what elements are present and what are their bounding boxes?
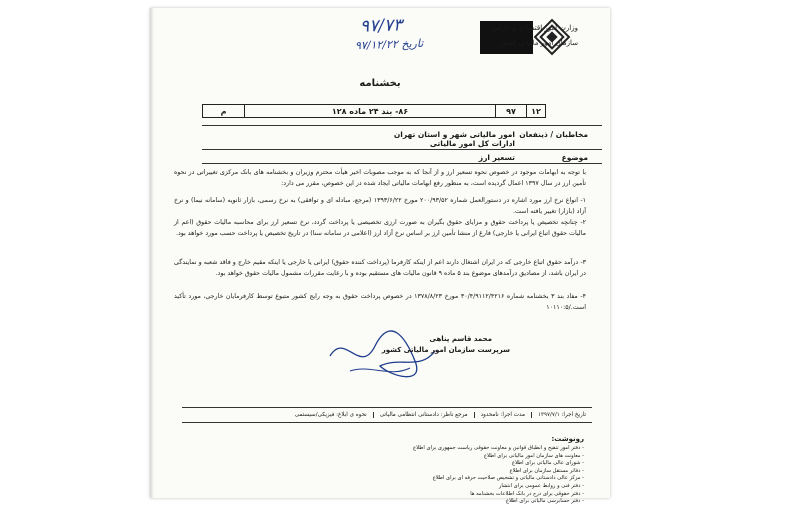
body-intro: با توجه به ابهامات موجود در خصوص نحوه تسعیر ارز و از آنجا که به موجب مصوبات اخیر هیأت محترم وزیران و بخشنامه های بانک مرکزی تغییراتی در نحوه تأمین ارز در سال ۱۳۹۷ اعمال گردیده است، به منظور رفع ابهامات مالیاتی ایجاد شده در این خصوص، مقرر می دارد: [174,169,586,187]
subject-label: موضوع [561,153,588,162]
ref-circular-number: ۱۲ [526,105,545,117]
divider [202,163,602,164]
ministry-name: وزارت امور اقتصادی و دارایی [491,24,578,32]
signatory-name: محمد قاسم پناهی [429,335,492,343]
cc-item: - دفتر امور تنقیح و انطباق قوانین و معاونت حقوقی ریاست جمهوری برای اطلاع [413,445,584,451]
reference-number-box [202,104,546,118]
body-paragraph-3: ۳- درآمد حقوق اتباع خارجی که در ایران اشتغال دارند اعم از اینکه کارفرما (پرداخت کننده حقوق) ایرانی یا خارجی یا اینکه مقیم خارج و فاقد شعبه و نمایندگی در ایران باشد، از مصادیق درآمدهای موضوع بند ۵ ماده ۹ قانون مالیات های مستقیم بوده و با رعایت مقررات مشمول مالیات حقوق خواهد بود. [174,259,586,277]
execution-details-row [182,407,592,423]
body-paragraph-4: ۴- مفاد بند ۳ بخشنامه شماره ۳۰/۴/۹۱۱۲/۴۲۱۶ مورخ ۱۳۷۸/۸/۲۳ در خصوص پرداخت حقوق به وجه رایج کشور متبوع توسط کارفرمایان خارجی، مورد تأکید است./۱۰۱۱۰:۵ [174,293,586,311]
cc-item: - شورای عالی مالیاتی برای اطلاع [511,460,584,467]
cc-item: - دفتر حقوقی برای درج در بانک اطلاعات بخشنامه ها [470,490,584,497]
cc-list [264,445,584,506]
cc-title: رونوشت: [551,435,584,443]
ref-year: ۹۷ [495,105,526,117]
handwritten-registration-number: ۹۷/۷۳ [359,15,403,37]
signatory-title: سرپرست سازمان امور مالیاتی کشور [381,346,510,354]
cc-item: - معاونت های سازمان امور مالیاتی برای اطلاع [483,452,584,459]
document-title: بخشنامه [359,78,401,89]
subject-value: تسعیر ارز [478,153,515,162]
issue-date: تاریخ اجرا: ۱۳۹۷/۷/۱ [531,412,592,418]
letter-page [150,8,610,505]
organization-name: سازمان امور مالیاتی کشور [499,39,578,47]
supervisory-reference: مرجع ناظر: دادستانی انتظامی مالیاتی [373,412,474,418]
handwritten-registration-date: ۹۷/۱۲/۲۲ تاریخ [354,36,424,53]
recipient-2: ادارات کل امور مالیاتی [429,139,515,148]
ref-legal-article: ۸۶- بند ۲۴ ماده ۱۲۸ [244,105,495,117]
cc-item: - دفاتر مستقل سازمان برای اطلاع [509,467,584,474]
cc-item: - دفتر حسابرسی مالیاتی برای اطلاع [505,498,584,505]
validity-period: مدت اجرا: نامحدود [474,412,531,418]
body-paragraph-1: ۱- انواع نرخ ارز مورد اشاره در دستورالعمل شماره ۲۰۰/۹۳/۵۲ مورخ ۱۳۹۳/۶/۲۲ (مرجع، مبادله ای و توافقی) به نرخ رسمی، بازار ثانویه (سامانه نیما) و نرخ آزاد (بازار) تغییر یافته است. [174,197,586,215]
cc-item: - دفتر فنی و روابط عمومی برای انتشار [498,482,584,489]
recipient-1: امور مالیاتی شهر و استان تهران [393,130,515,139]
ref-classification: م [220,106,227,116]
divider [202,125,602,126]
recipients-label: مخاطبان / ذینفعان [519,130,588,139]
body-paragraph-2: ۲- چنانچه تخصیص یا پرداخت حقوق و مزایای حقوق بگیران به صورت ارزی تخصیصی یا پرداخت گردد، نرخ تسعیر ارز برای محاسبه مالیات حقوق (اعم از مالیات حقوق اتباع ایرانی یا خارجی) فارغ از منشا تأمین ارز بر اساس نرخ آزاد ارز (اعلامی در سامانه سنا) در تاریخ تخصیص یا پرداخت حسب مورد خواهد بود. [174,219,586,237]
divider [202,149,602,150]
notification-method: نحوه ی ابلاغ: فیزیکی/سیستمی [294,412,367,418]
cc-item: - مرکز عالی دادستانی مالیاتی و تشخیص صلاحیت حرفه ای برای اطلاع [432,475,584,482]
